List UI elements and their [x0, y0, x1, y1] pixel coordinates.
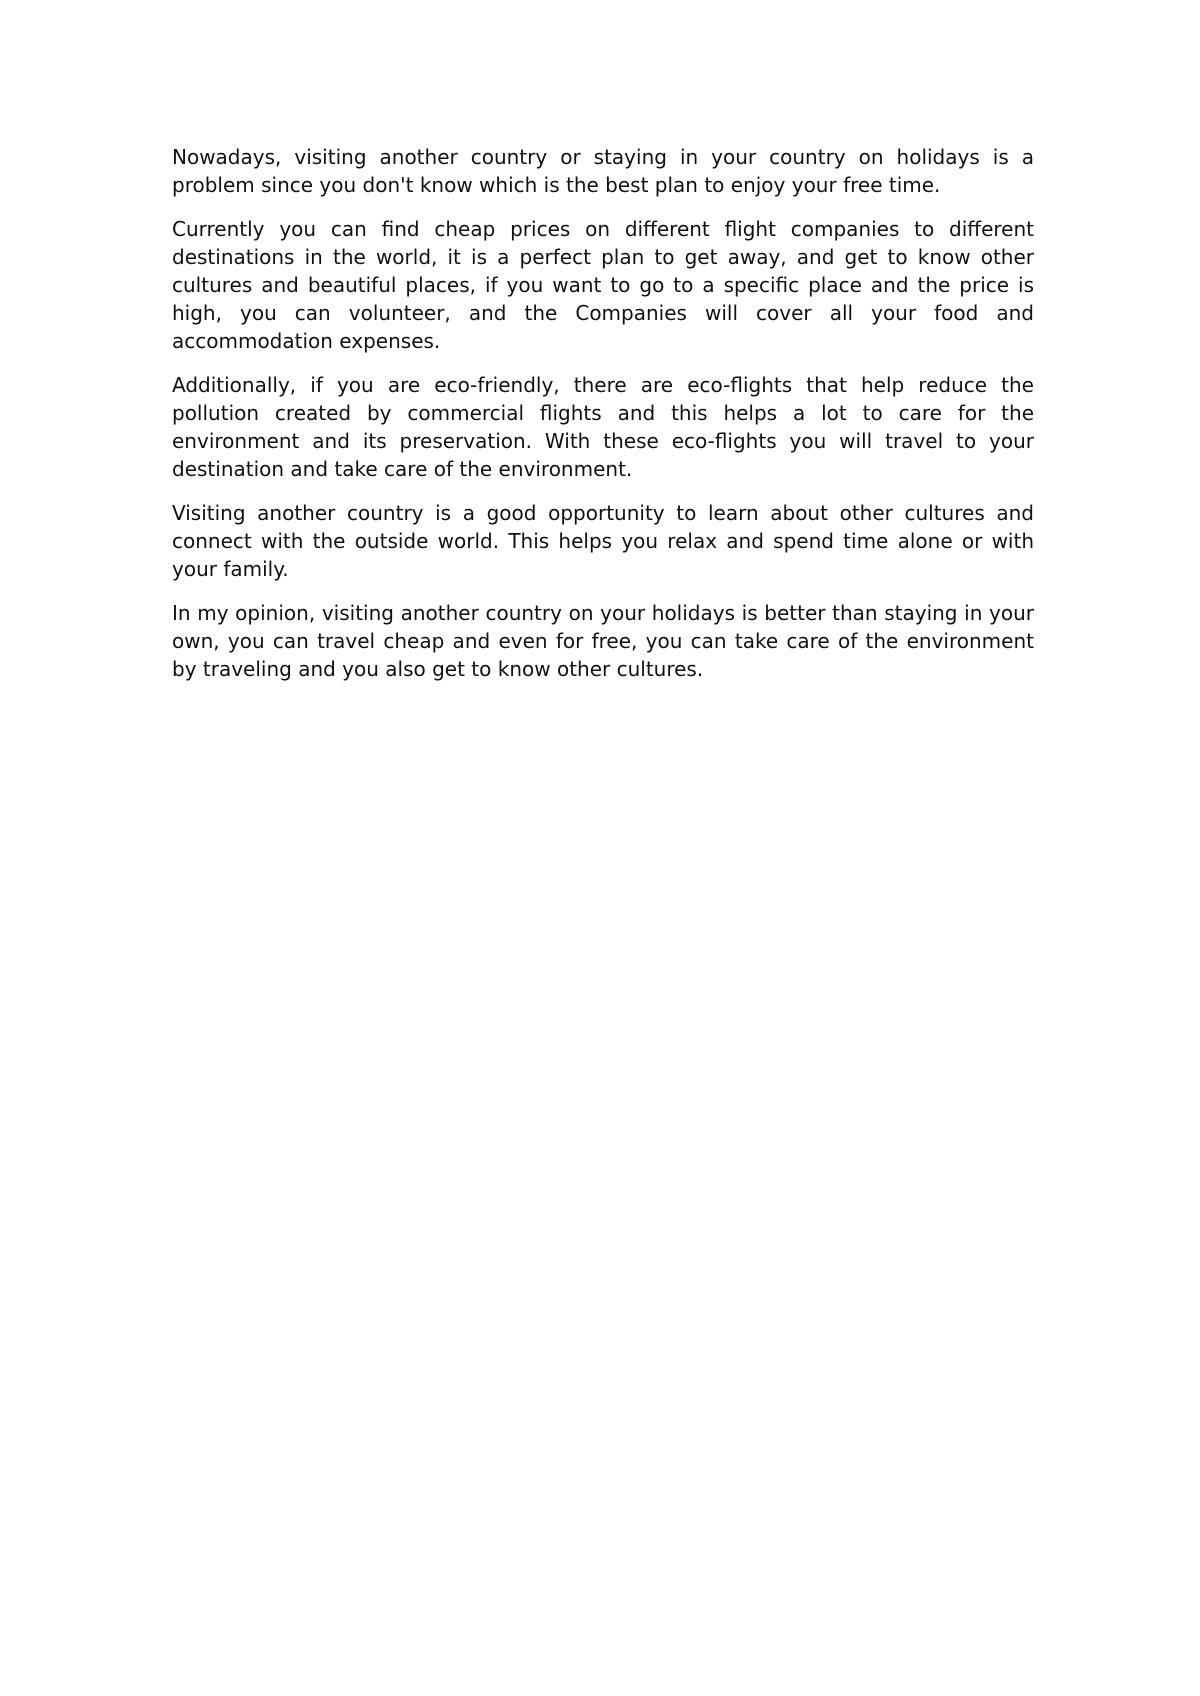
paragraph-1: Nowadays, visiting another country or staying in your country on holidays is a problem since you don't know which is the best plan to enjoy your free time.: [172, 145, 1034, 197]
paragraph-4: Visiting another country is a good opportunity to learn about other cultures and connect with the outside world. This helps you relax and spend time alone or with your family.: [172, 501, 1034, 581]
paragraph-2: Currently you can find cheap prices on different flight companies to different destinations in the world, it is a perfect plan to get away, and get to know other cultures and beautiful places, if you want to go to a specific place and the price is high, you can volunteer, and the Companies will cover all your food and accommodation expenses.: [172, 217, 1034, 353]
paragraph-5: In my opinion, visiting another country on your holidays is better than staying in your own, you can travel cheap and even for free, you can take care of the environment by traveling and you also get to know other cultures.: [172, 601, 1034, 681]
document-body: [172, 143, 1034, 699]
paragraph-3: Additionally, if you are eco-friendly, there are eco-flights that help reduce the pollution created by commercial flights and this helps a lot to care for the environment and its preservation. With these eco-flights you will travel to your destination and take care of the environment.: [172, 373, 1034, 481]
